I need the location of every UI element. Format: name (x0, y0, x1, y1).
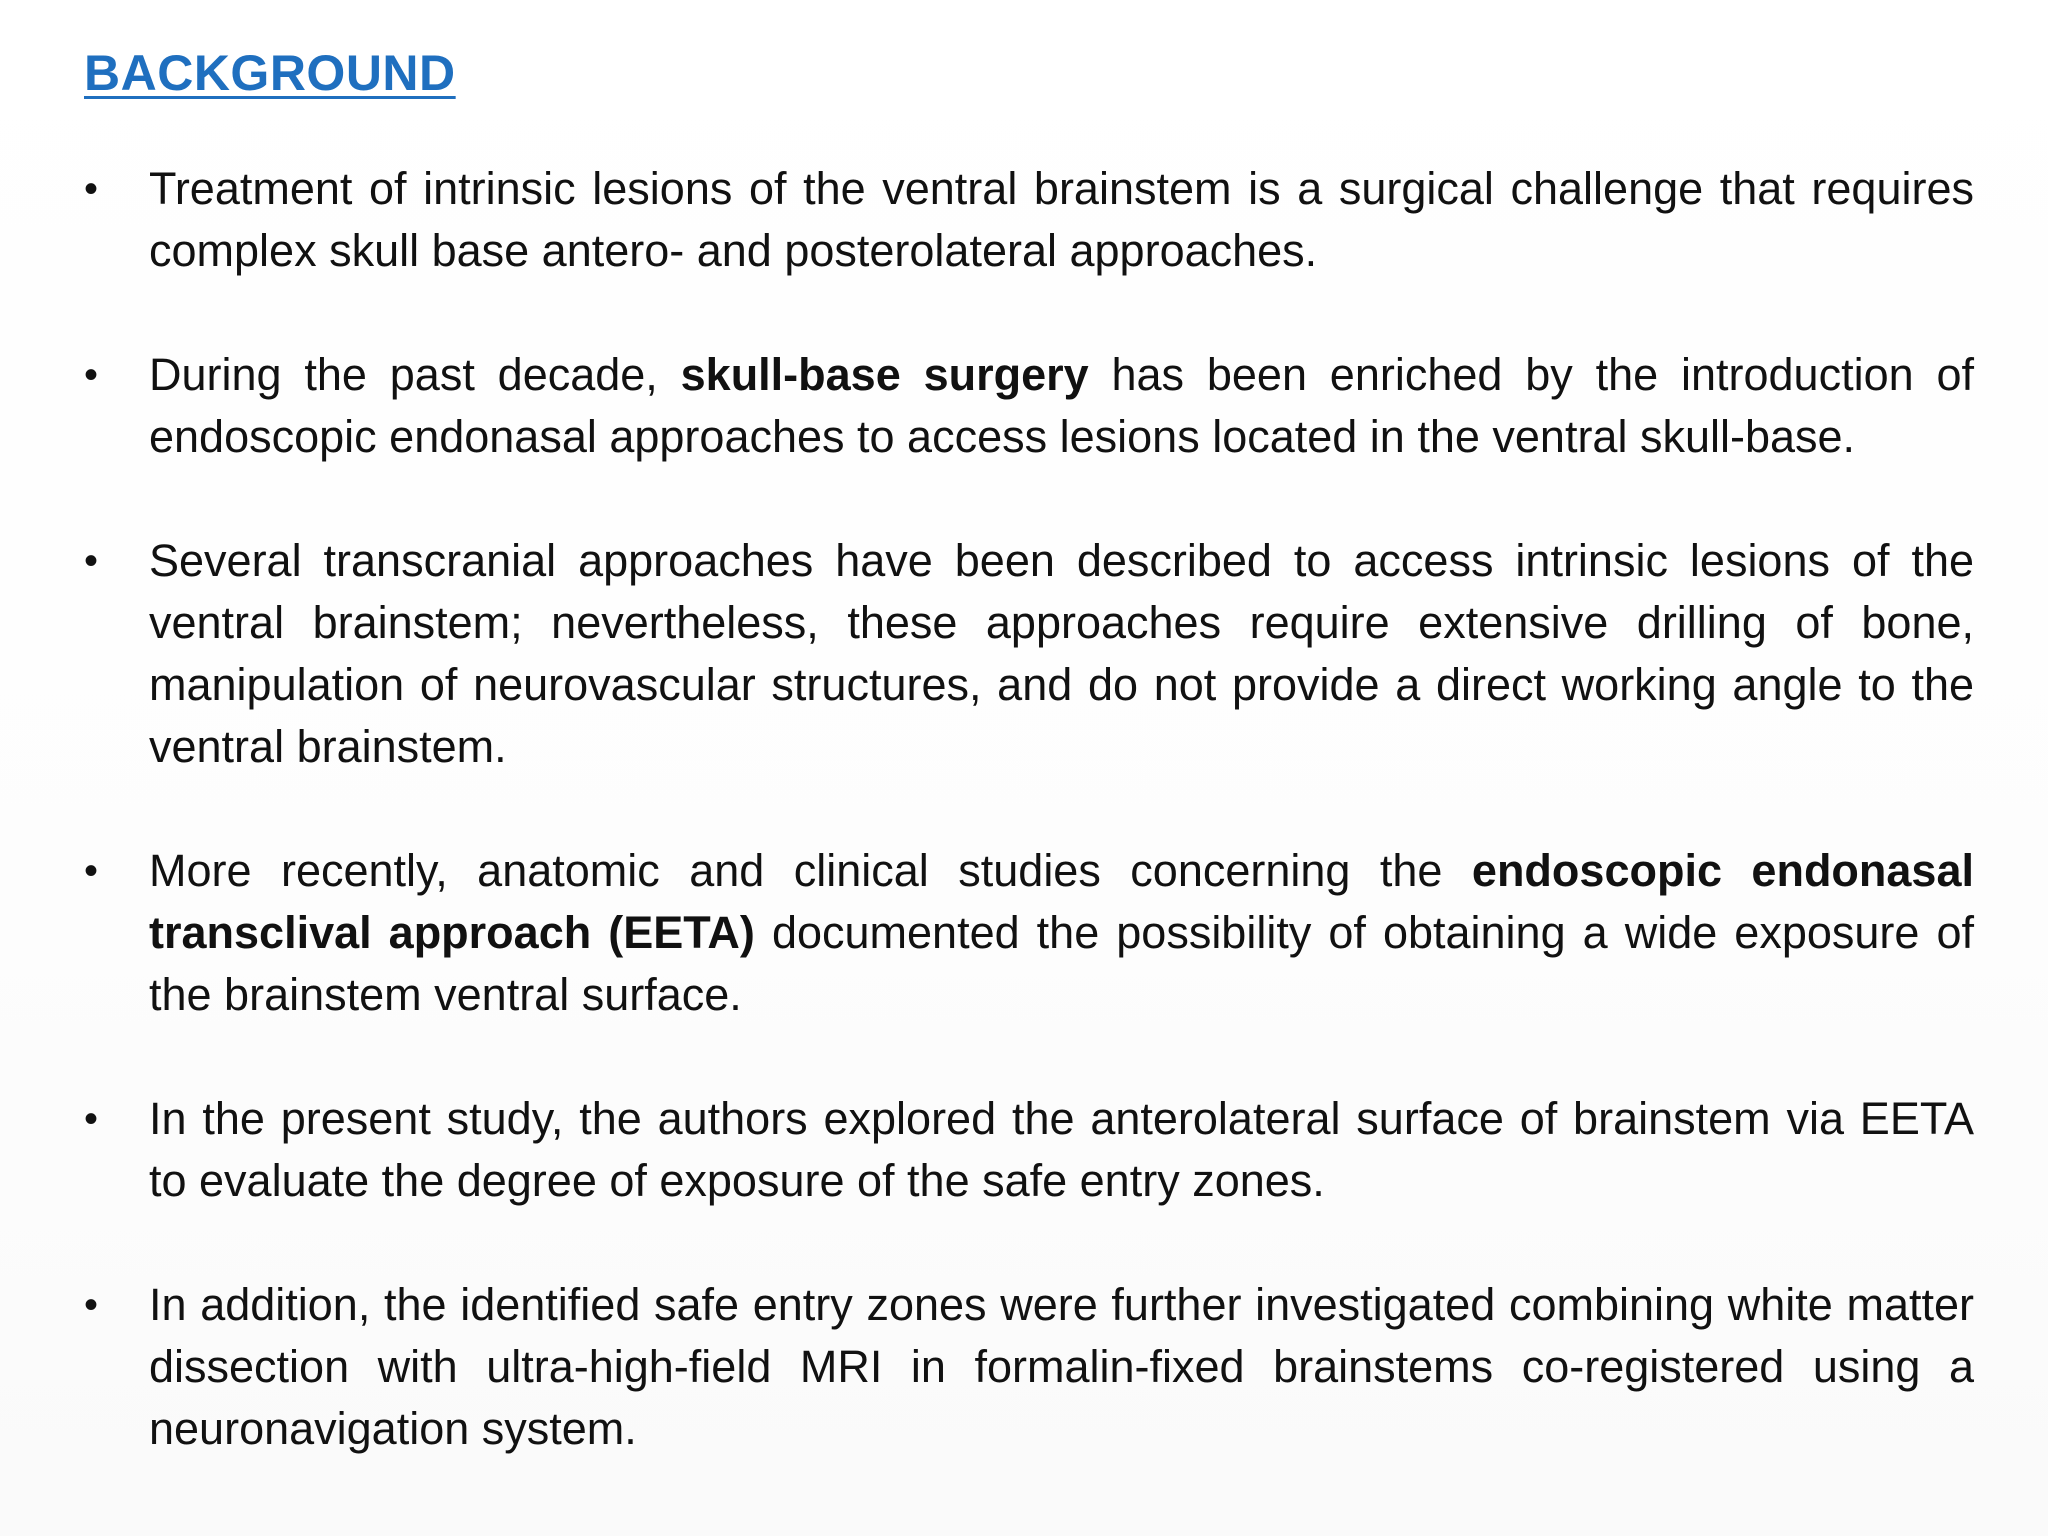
bullet-list (84, 158, 1974, 1522)
bullet-text: More recently, anatomic and clinical studies concerning the endoscopic endonasal transclival approach (EETA) documented the possibility of obtaining a wide exposure of the brainstem ventral surface. (149, 845, 1974, 1020)
bullet-text: In addition, the identified safe entry zones were further investigated combining white matter dissection with ultra-high-field MRI in formalin-fixed brainstems co-registered using a neuronavigation system. (149, 1279, 1974, 1454)
bullet-dot-icon: • (84, 1097, 99, 1141)
bullet-item (84, 344, 1974, 468)
bold-term: skull-base surgery (680, 349, 1089, 400)
bullet-dot-icon: • (84, 353, 99, 397)
bullet-dot-icon: • (84, 539, 99, 583)
bullet-dot-icon: • (84, 167, 99, 211)
bullet-item (84, 530, 1974, 778)
bullet-item (84, 840, 1974, 1026)
bullet-text: Several transcranial approaches have been described to access intrinsic lesions of the ventral brainstem; nevertheless, these approaches require extensive drilling of bone, manipulation of neurovascular structures, and do not provide a direct working angle to the ventral brainstem. (149, 535, 1974, 772)
bullet-dot-icon: • (84, 1283, 99, 1327)
bullet-dot-icon: • (84, 849, 99, 893)
bullet-text: During the past decade, skull-base surgery has been enriched by the introduction of endoscopic endonasal approaches to access lesions located in the ventral skull-base. (149, 349, 1974, 462)
bullet-text: In the present study, the authors explored the anterolateral surface of brainstem via EETA to evaluate the degree of exposure of the safe entry zones. (149, 1093, 1974, 1206)
section-heading: BACKGROUND (84, 45, 456, 101)
bullet-item (84, 1274, 1974, 1460)
bullet-text: Treatment of intrinsic lesions of the ventral brainstem is a surgical challenge that requires complex skull base antero- and posterolateral approaches. (149, 163, 1974, 276)
bold-term: endoscopic endonasal transclival approach (EETA) (149, 845, 1974, 958)
bullet-item (84, 158, 1974, 282)
bullet-item (84, 1088, 1974, 1212)
